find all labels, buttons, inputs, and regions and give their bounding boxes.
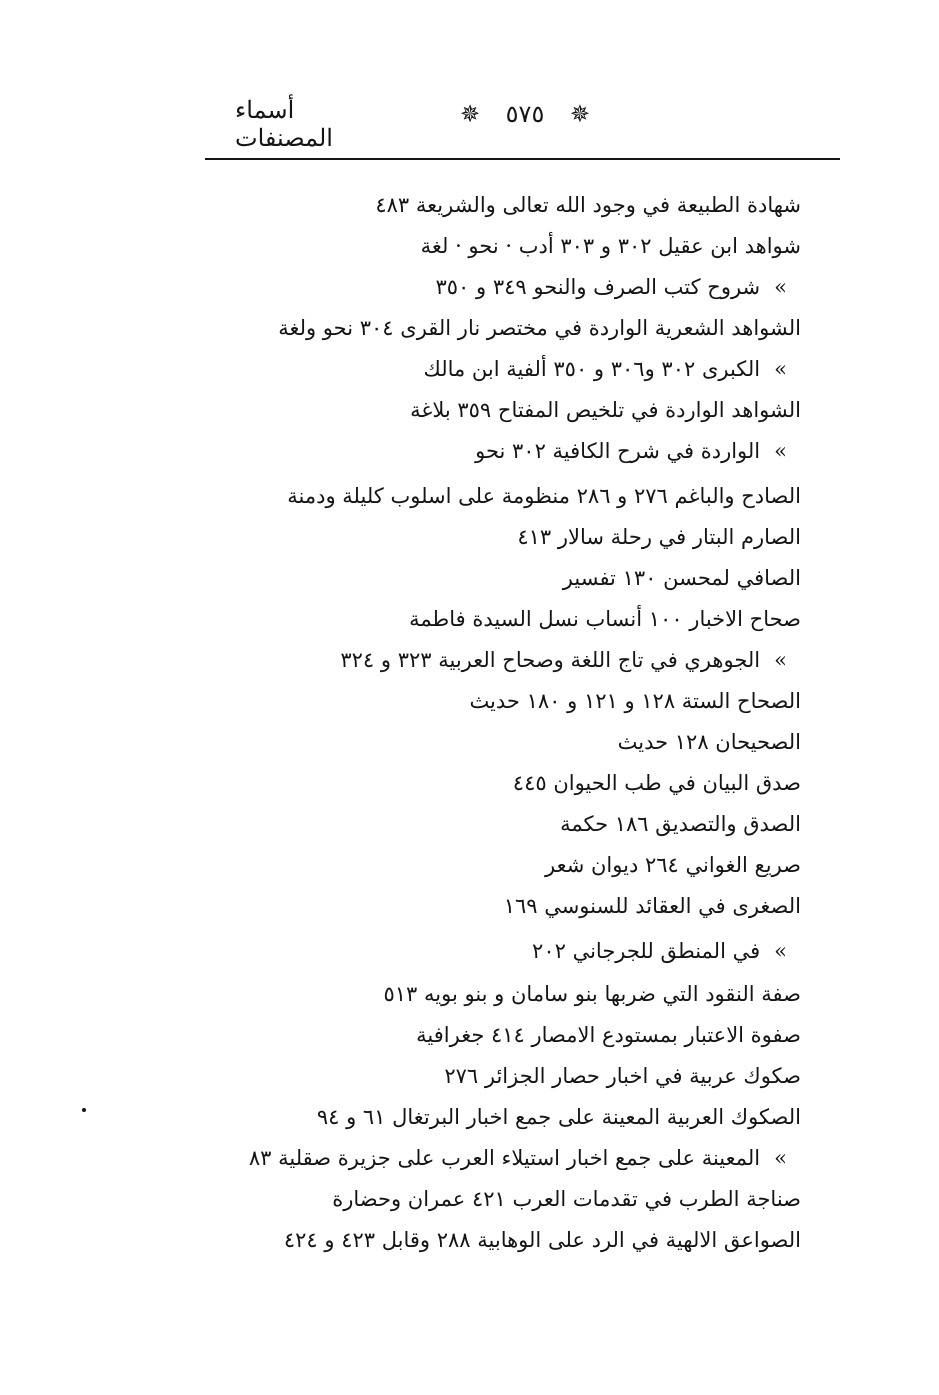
index-entry: الصدق والتصديق ١٨٦ حكمة bbox=[560, 812, 801, 836]
index-entry-continuation: »الجوهري في تاج اللغة وصحاح العربية ٣٢٣ و ٣٢٤ bbox=[340, 640, 787, 680]
index-entry: الصادح والباغم ٢٧٦ و ٢٨٦ منظومة على اسلوب كليلة ودمنة bbox=[287, 484, 801, 508]
index-entry-continuation: »المعينة على جمع اخبار استيلاء العرب على جزيرة صقلية ٨٣ bbox=[249, 1138, 787, 1178]
index-entry: الصافي لمحسن ١٣٠ تفسير bbox=[562, 566, 801, 590]
ditto-mark: » bbox=[774, 439, 787, 463]
index-entry: صناجة الطرب في تقدمات العرب ٤٢١ عمران وحضارة bbox=[332, 1187, 801, 1211]
index-entry: صحاح الاخبار ١٠٠ أنساب نسل السيدة فاطمة bbox=[409, 607, 801, 631]
ditto-mark: » bbox=[774, 1146, 787, 1170]
ditto-mark: » bbox=[774, 648, 787, 672]
index-entry: شهادة الطبيعة في وجود الله تعالى والشريعة ٤٨٣ bbox=[375, 193, 801, 217]
running-header-title: أسماء المصنفات bbox=[235, 96, 333, 152]
index-entry: صفة النقود التي ضربها بنو سامان و بنو بويه ٥١٣ bbox=[383, 982, 801, 1006]
ditto-mark: » bbox=[774, 939, 787, 963]
stray-ink-dot bbox=[82, 1108, 86, 1112]
index-entry: الشواهد الشعرية الواردة في مختصر نار القرى ٣٠٤ نحو ولغة bbox=[278, 316, 801, 340]
index-entry-continuation: »الكبرى ٣٠٢ و٣٠٦ و ٣٥٠ ألفية ابن مالك bbox=[424, 349, 787, 389]
index-entry: الصكوك العربية المعينة على جمع اخبار البرتغال ٦١ و ٩٤ bbox=[316, 1105, 801, 1129]
index-entry: شواهد ابن عقيل ٣٠٢ و ٣٠٣ أدب · نحو · لغة bbox=[420, 234, 801, 258]
ditto-mark: » bbox=[774, 357, 787, 381]
index-entry: الصواعق الالهية في الرد على الوهابية ٢٨٨ وقابل ٤٢٣ و ٤٢٤ bbox=[283, 1228, 801, 1252]
index-entry: الصحاح الستة ١٢٨ و ١٢١ و ١٨٠ حديث bbox=[469, 689, 801, 713]
index-entry: صكوك عربية في اخبار حصار الجزائر ٢٧٦ bbox=[444, 1064, 801, 1088]
index-entry-continuation: »الواردة في شرح الكافية ٣٠٢ نحو bbox=[475, 431, 787, 471]
index-entry: صفوة الاعتبار بمستودع الامصار ٤١٤ جغرافية bbox=[416, 1023, 801, 1047]
index-entry-continuation: »في المنطق للجرجاني ٢٠٢ bbox=[532, 931, 787, 971]
index-entry-continuation: »شروح كتب الصرف والنحو ٣٤٩ و ٣٥٠ bbox=[436, 267, 788, 307]
index-entry: صريع الغواني ٢٦٤ ديوان شعر bbox=[545, 853, 801, 877]
index-entry: صدق البيان في طب الحيوان ٤٤٥ bbox=[512, 771, 801, 795]
index-entry: الشواهد الواردة في تلخيص المفتاح ٣٥٩ بلاغة bbox=[410, 398, 801, 422]
page-number: ٥٧٥ bbox=[505, 100, 545, 128]
ditto-mark: » bbox=[774, 275, 787, 299]
index-entry: الصحيحان ١٢٨ حديث bbox=[617, 730, 801, 754]
ornament-left-icon: ✵ bbox=[460, 100, 481, 128]
ornament-right-icon: ✵ bbox=[569, 100, 590, 128]
index-entry: الصارم البتار في رحلة سالار ٤١٣ bbox=[517, 525, 801, 549]
index-entry: الصغرى في العقائد للسنوسي ١٦٩ bbox=[503, 894, 801, 918]
